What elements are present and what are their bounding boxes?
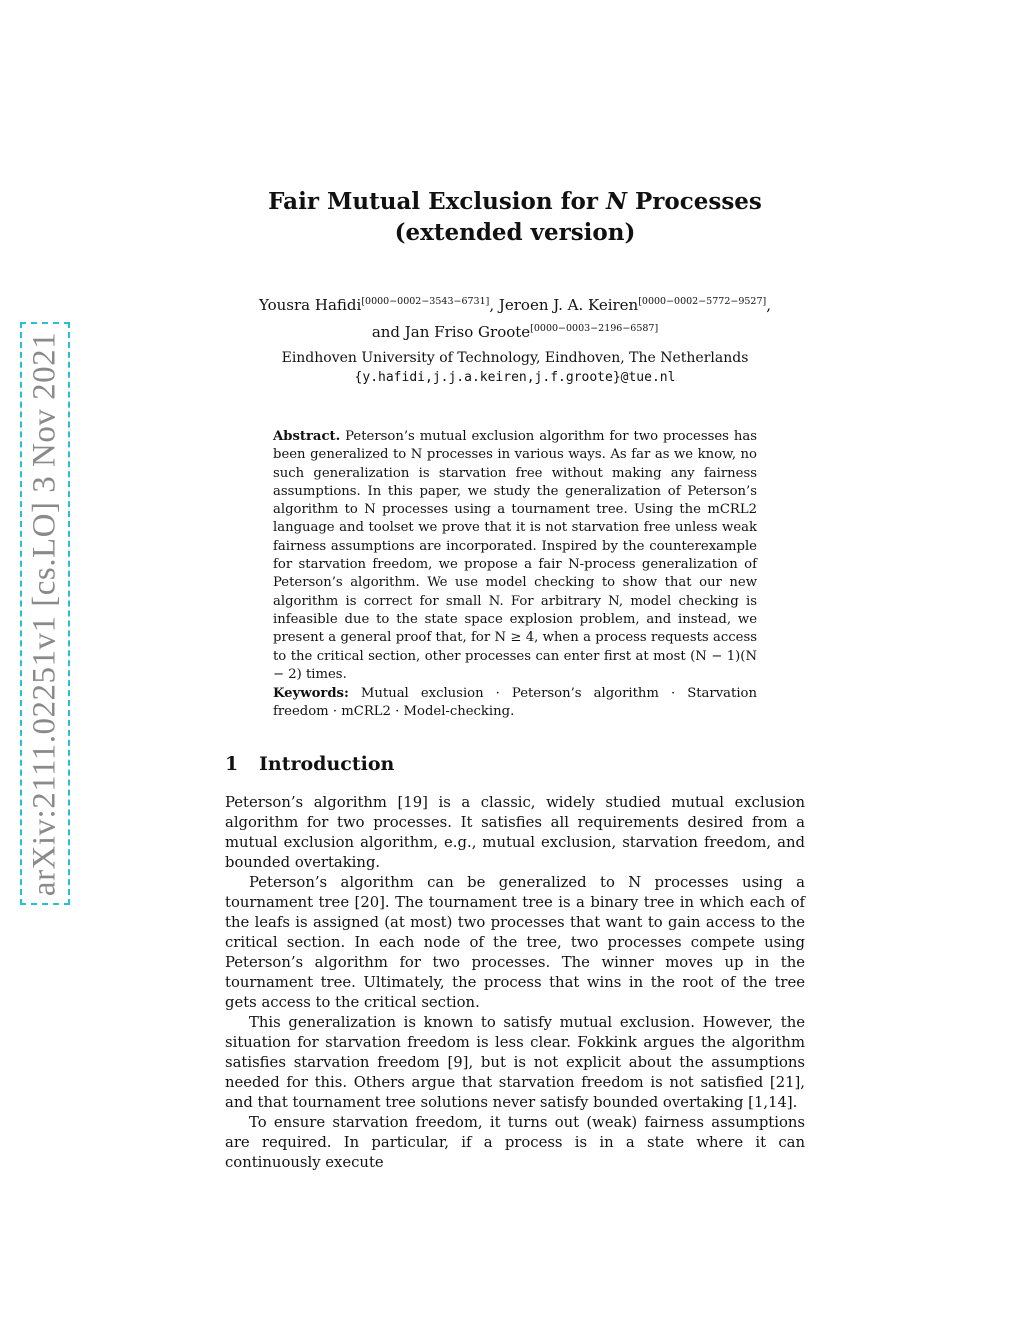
- author-name: and Jan Friso Groote: [371, 323, 531, 341]
- affiliation: [200, 348, 830, 388]
- paragraph: Peterson’s algorithm [19] is a classic, widely studied mutual exclusion algorithm for two processes. It satisfies all requirements desired from a mutual exclusion algorithm, e.g., mutual exclusion, starvation freedom, and bounded overtaking.: [225, 794, 805, 871]
- title-line-1: Fair Mutual Exclusion for N Processes: [268, 188, 762, 215]
- body-text: [225, 793, 805, 1173]
- section-title: Introduction: [259, 753, 395, 775]
- authors-line-1: Yousra Hafidi[0000−0002−3543−6731], Jeroen J. A. Keiren[0000−0002−5772−9527],: [259, 296, 771, 314]
- orcid: [0000−0002−3543−6731]: [361, 296, 490, 307]
- paragraph: Peterson’s algorithm can be generalized to N processes using a tournament tree [20]. The tournament tree is a binary tree in which each of the leafs is assigned (at most) two processes that want to gain access to the critical section. In each node of the tree, two processes compete using Peterson’s algorithm for two processes. The winner moves up in the tournament tree. Ultimately, the process that wins in the root of the tree gets access to the critical section.: [225, 874, 805, 1011]
- abstract: [273, 428, 757, 684]
- orcid: [0000−0002−5772−9527]: [638, 296, 767, 307]
- section-heading: [225, 753, 805, 775]
- author-list: [200, 290, 830, 344]
- abstract-text: Peterson’s mutual exclusion algorithm for two processes has been generalized to N processes in various ways. As far as we know, no such generalization is starvation free without making any fairness assumptions. In this paper, we study the generalization of Peterson’s algorithm to N processes using a tournament tree. Using the mCRL2 language and toolset we prove that it is not starvation free unless weak fairness assumptions are incorporated. Inspired by the counterexample for starvation freedom, we propose a fair N-process generalization of Peterson’s algorithm. We use model checking to show that our new algorithm is correct for small N. For arbitrary N, model checking is infeasible due to the state space explosion problem, and instead, we present a general proof that, for N ≥ 4, when a process requests access to the critical section, other processes can enter first at most (N − 1)(N − 2) times.: [273, 429, 757, 682]
- paragraph: This generalization is known to satisfy mutual exclusion. However, the situation for starvation freedom is less clear. Fokkink argues the algorithm satisfies starvation freedom [9], but is not explicit about the assumptions needed for this. Others argue that starvation freedom is not satisfied [21], and that tournament tree solutions never satisfy bounded overtaking [1,14].: [225, 1014, 805, 1111]
- keywords-label: Keywords:: [273, 686, 349, 701]
- orcid: [0000−0003−2196−6587]: [530, 323, 659, 334]
- email-list: {y.hafidi,j.j.a.keiren,j.f.groote}@tue.nl: [354, 370, 676, 385]
- institution: Eindhoven University of Technology, Eindhoven, The Netherlands: [281, 350, 749, 366]
- authors-line-2: [200, 317, 830, 344]
- arxiv-stamp[interactable]: arXiv:2111.02251v1 [cs.LO] 3 Nov 2021: [26, 331, 63, 896]
- paper-title: [200, 186, 830, 248]
- keywords-text: Mutual exclusion · Peterson’s algorithm · Starvation freedom · mCRL2 · Model-checking.: [273, 686, 757, 720]
- author-name: , Jeroen J. A. Keiren: [489, 296, 639, 314]
- section-number: 1: [225, 753, 239, 775]
- keywords: [273, 685, 757, 722]
- arxiv-stamp-box[interactable]: [20, 322, 70, 905]
- author-name: Yousra Hafidi: [259, 296, 362, 314]
- paragraph: To ensure starvation freedom, it turns out (weak) fairness assumptions are required. In particular, if a process is in a state where it can continuously execute: [225, 1114, 805, 1171]
- abstract-label: Abstract.: [273, 429, 341, 444]
- title-line-2: (extended version): [394, 219, 636, 246]
